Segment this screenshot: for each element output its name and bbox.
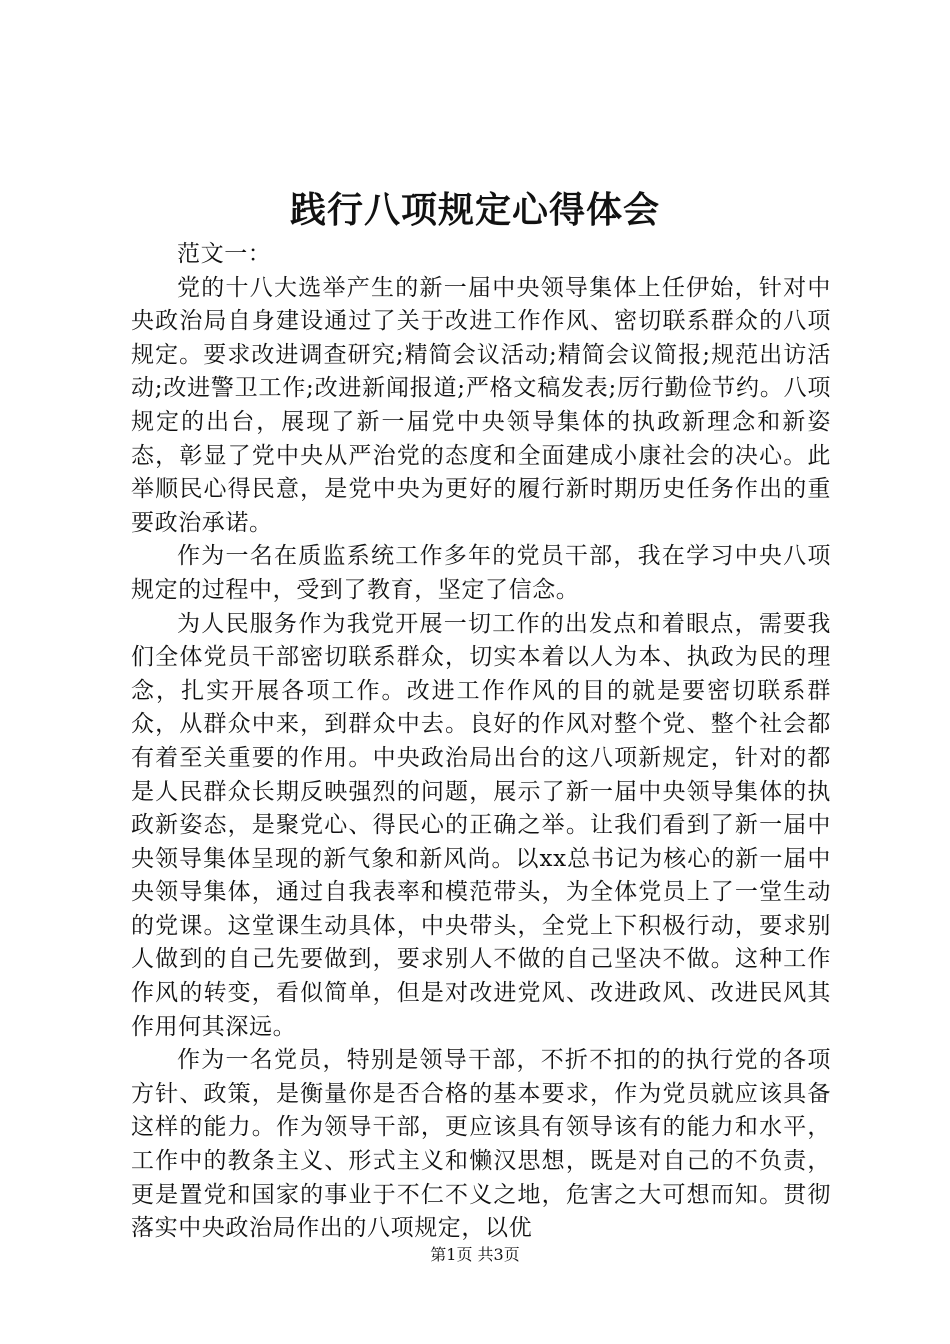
- paragraph: 党的十八大选举产生的新一届中央领导集体上任伊始，针对中央政治局自身建设通过了关于改进工作作风、密切联系群众的八项规定。要求改进调查研究;精简会议活动;精简会议简报;规范出访活动;改进警卫工作;改进新闻报道;严格文稿发表;厉行勤俭节约。八项规定的出台，展现了新一届党中央领导集体的执政新理念和新姿态，彰显了党中央从严治党的态度和全面建成小康社会的决心。此举顺民心得民意，是党中央为更好的履行新时期历史任务作出的重要政治承诺。: [131, 274, 831, 536]
- paragraph: 为人民服务作为我党开展一切工作的出发点和着眼点，需要我们全体党员干部密切联系群众，切实本着以人为本、执政为民的理念，扎实开展各项工作。改进工作作风的目的就是要密切联系群众，从群众中来，到群众中去。良好的作风对整个党、整个社会都有着至关重要的作用。中央政治局出台的这八项新规定，针对的都是人民群众长期反映强烈的问题，展示了新一届中央领导集体的执政新姿态，是聚党心、得民心的正确之举。让我们看到了新一届中央领导集体呈现的新气象和新风尚。以xx总书记为核心的新一届中央领导集体，通过自我表率和模范带头，为全体党员上了一堂生动的党课。这堂课生动具体，中央带头，全党上下积极行动，要求别人做到的自己先要做到，要求别人不做的自己坚决不做。这种工作作风的转变，看似简单，但是对改进党风、改进政风、改进民风其作用何其深远。: [131, 610, 831, 1040]
- paragraph-label: 范文一：: [177, 241, 272, 267]
- paragraph: 作为一名党员，特别是领导干部，不折不扣的的执行党的各项方针、政策，是衡量你是否合格的基本要求，作为党员就应该具备这样的能力。作为领导干部，更应该具有领导该有的能力和水平，工作中的教条主义、形式主义和懒汉思想，既是对自己的不负责，更是置党和国家的事业于不仁不义之地，危害之大可想而知。贯彻落实中央政治局作出的八项规定，以优: [131, 1047, 831, 1242]
- page-number-footer: 第1页 共3页: [430, 1245, 520, 1264]
- document-body: [131, 238, 831, 1246]
- paragraph: 作为一名在质监系统工作多年的党员干部，我在学习中央八项规定的过程中，受到了教育，坚定了信念。: [131, 543, 831, 603]
- document-title: 践行八项规定心得体会: [289, 189, 660, 231]
